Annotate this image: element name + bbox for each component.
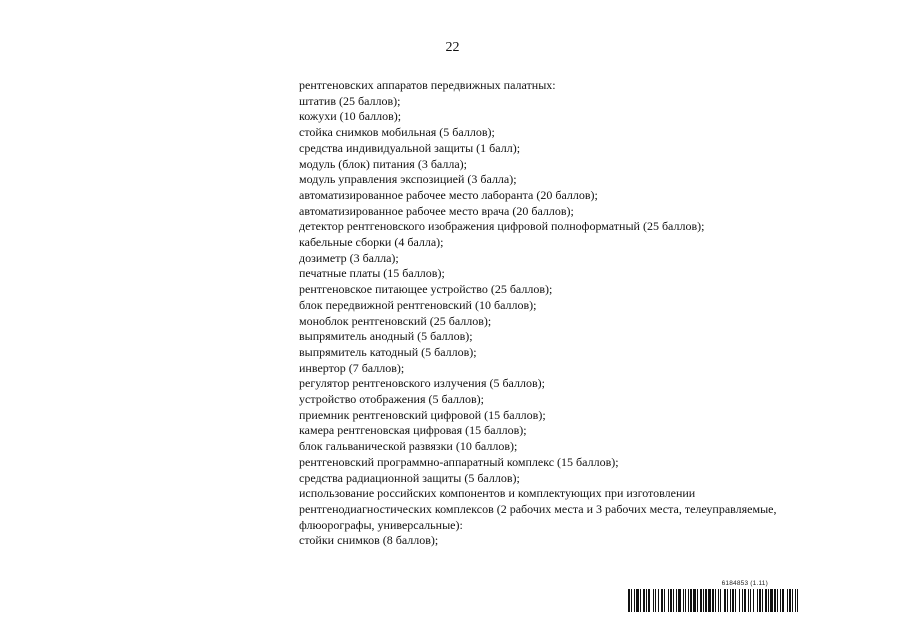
barcode-block (628, 580, 858, 612)
text-line: использование российских компонентов и комплектующих при изготовлении (299, 486, 696, 501)
page-number: 22 (445, 40, 460, 55)
text-line: рентгенодиагностических комплексов (2 рабочих места и 3 рабочих места, телеуправляемые, (299, 501, 777, 516)
text-line: моноблок рентгеновский (25 баллов); (299, 313, 492, 328)
text-line: модуль управления экспозицией (3 балла); (299, 172, 517, 187)
text-line: рентгеновский программно-аппаратный комплекс (15 баллов); (299, 454, 619, 469)
text-line: блок передвижной рентгеновский (10 баллов); (299, 297, 537, 312)
text-line: рентгеновских аппаратов передвижных палатных: (299, 78, 556, 92)
text-line: автоматизированное рабочее место лаборанта (20 баллов); (299, 187, 598, 202)
text-line: флюорографы, универсальные): (299, 517, 463, 532)
text-line: кожухи (10 баллов); (299, 109, 402, 124)
text-line: средства индивидуальной защиты (1 балл); (299, 140, 521, 155)
text-line: выпрямитель катодный (5 баллов); (299, 344, 477, 359)
document-body (299, 78, 879, 549)
text-line: приемник рентгеновский цифровой (15 баллов); (299, 407, 546, 422)
text-line: средства радиационной защиты (5 баллов); (299, 470, 520, 485)
text-line: стойки снимков (8 баллов); (299, 533, 439, 548)
text-line: блок гальванической развязки (10 баллов); (299, 439, 518, 454)
barcode-caption: 6184853 (1.11) (721, 580, 768, 587)
text-line: регулятор рентгеновского излучения (5 баллов); (299, 376, 545, 391)
text-line: стойка снимков мобильная (5 баллов); (299, 125, 495, 140)
text-line: кабельные сборки (4 балла); (299, 235, 444, 250)
text-line: дозиметр (3 балла); (299, 250, 399, 265)
text-line: штатив (25 баллов); (299, 93, 401, 108)
text-line: инвертор (7 баллов); (299, 360, 405, 375)
text-line: детектор рентгеновского изображения цифровой полноформатный (25 баллов); (299, 219, 705, 234)
text-line: выпрямитель анодный (5 баллов); (299, 329, 473, 344)
text-line: устройство отображения (5 баллов); (299, 392, 484, 407)
text-line: камера рентгеновская цифровая (15 баллов); (299, 423, 527, 438)
text-line: автоматизированное рабочее место врача (20 баллов); (299, 203, 574, 218)
text-line: печатные платы (15 баллов); (299, 266, 445, 281)
text-line: рентгеновское питающее устройство (25 баллов); (299, 282, 553, 297)
text-line: модуль (блок) питания (3 балла); (299, 156, 467, 171)
barcode-image (628, 589, 858, 612)
